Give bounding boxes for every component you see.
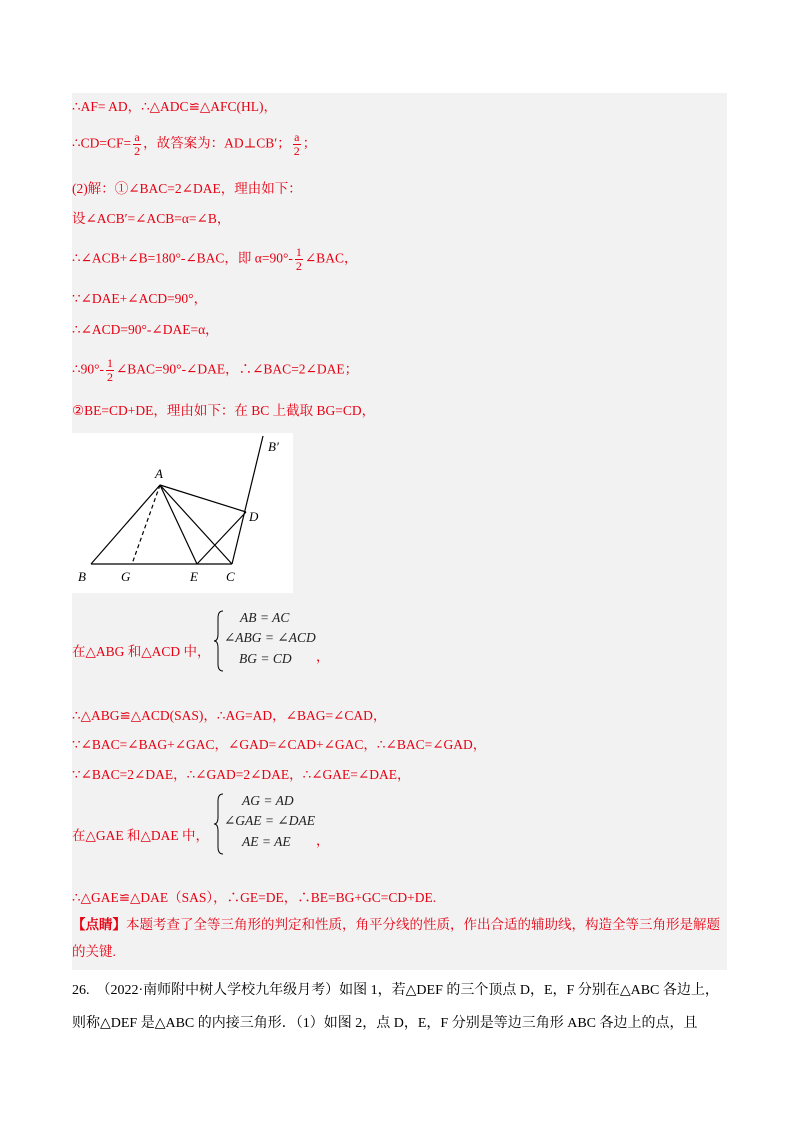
question-line-2: 则称△DEF 是△ABC 的内接三角形．（1）如图 2，点 D，E，F 分别是等边三角形 ABC 各边上的点，且 <box>72 1016 698 1031</box>
geometry-figure <box>72 433 293 593</box>
system1-row-2: ∠ABG = ∠ACD <box>224 630 316 645</box>
solution-block <box>72 93 727 970</box>
system1-prefix: 在△ABG 和△ACD 中， <box>72 644 211 659</box>
label-D: D <box>249 509 259 524</box>
key-point-label: 【点睛】 <box>72 917 126 932</box>
fraction: $\frac{a}{2}$ <box>134 130 141 158</box>
segment-AB <box>91 485 160 564</box>
solution-line-10: ∴△ABG≌△ACD(SAS)，∴AG=AD，∠BAG=∠CAD， <box>72 708 387 723</box>
solution-line-7: ∴∠ACD=90°-∠DAE=α， <box>72 322 219 337</box>
solution-line-11: ∵∠BAC=∠BAG+∠GAC，∠GAD=∠CAD+∠GAC，∴∠BAC=∠GAD， <box>72 737 487 752</box>
solution-line-9: ②BE=CD+DE，理由如下：在 BC 上截取 BG=CD， <box>72 403 376 418</box>
fraction: $\frac{1}{2}$ <box>106 356 113 384</box>
label-B-prime: B′ <box>268 439 279 454</box>
system1-row-3: BG = CD <box>239 651 292 666</box>
geometry-diagram <box>72 433 293 593</box>
segment-AE <box>160 485 197 564</box>
system2-row-3: AE = AE <box>242 834 291 849</box>
label-E: E <box>190 569 198 584</box>
left-brace-icon <box>214 610 224 672</box>
fraction: $\frac{1}{2}$ <box>295 245 302 273</box>
solution-line-1: ∴AF= AD，∴△ADC≌△AFC(HL)， <box>72 99 278 114</box>
system1-row-1: AB = AC <box>240 610 290 625</box>
solution-line-5: ∴∠ACB+∠B=180°-∠BAC，即 α=90°- $\frac{1}{2}$ ∠BAC， <box>72 245 358 273</box>
label-A: A <box>155 466 163 481</box>
solution-line-8: ∴90°- $\frac{1}{2}$ ∠BAC=90°-∠DAE，∴∠BAC=2∠DAE； <box>72 356 359 384</box>
system2-row-2: ∠GAE = ∠DAE <box>224 813 315 828</box>
key-point-note <box>72 911 727 965</box>
solution-line-12: ∵∠BAC=2∠DAE，∴∠GAD=2∠DAE，∴∠GAE=∠DAE， <box>72 767 411 782</box>
system2-prefix: 在△GAE 和△DAE 中， <box>72 828 210 843</box>
question-line-1: 26. （2022·南师附中树人学校九年级月考）如图 1，若△DEF 的三个顶点 D，E，F 分别在△ABC 各边上， <box>72 983 719 998</box>
left-brace-icon <box>214 793 224 855</box>
label-C: C <box>226 569 235 584</box>
segment-AG <box>132 485 160 564</box>
solution-line-2: ∴CD=CF= $\frac{a}{2}$ ，故答案为：AD⊥CB′； $\frac{a}{2}$ ； <box>72 130 317 158</box>
system1-suffix: ， <box>316 649 330 664</box>
solution-line-13: ∴△GAE≌△DAE（SAS），∴GE=DE，∴BE=BG+GC=CD+DE. <box>72 890 437 905</box>
solution-line-4: 设∠ACB′=∠ACB=α=∠B， <box>72 211 231 226</box>
label-G: G <box>121 569 131 584</box>
system2-suffix: ， <box>316 833 330 848</box>
solution-line-6: ∵∠DAE+∠ACD=90°， <box>72 291 208 306</box>
solution-line-3: (2)解：①∠BAC=2∠DAE，理由如下： <box>72 181 302 196</box>
label-B: B <box>78 569 86 584</box>
ray-CB-prime <box>232 436 263 564</box>
key-point-text: 本题考查了全等三角形的判定和性质，角平分线的性质，作出合适的辅助线，构造全等三角形是解题的关键. <box>72 917 720 959</box>
system2-row-1: AG = AD <box>242 793 294 808</box>
fraction: $\frac{a}{2}$ <box>293 130 300 158</box>
